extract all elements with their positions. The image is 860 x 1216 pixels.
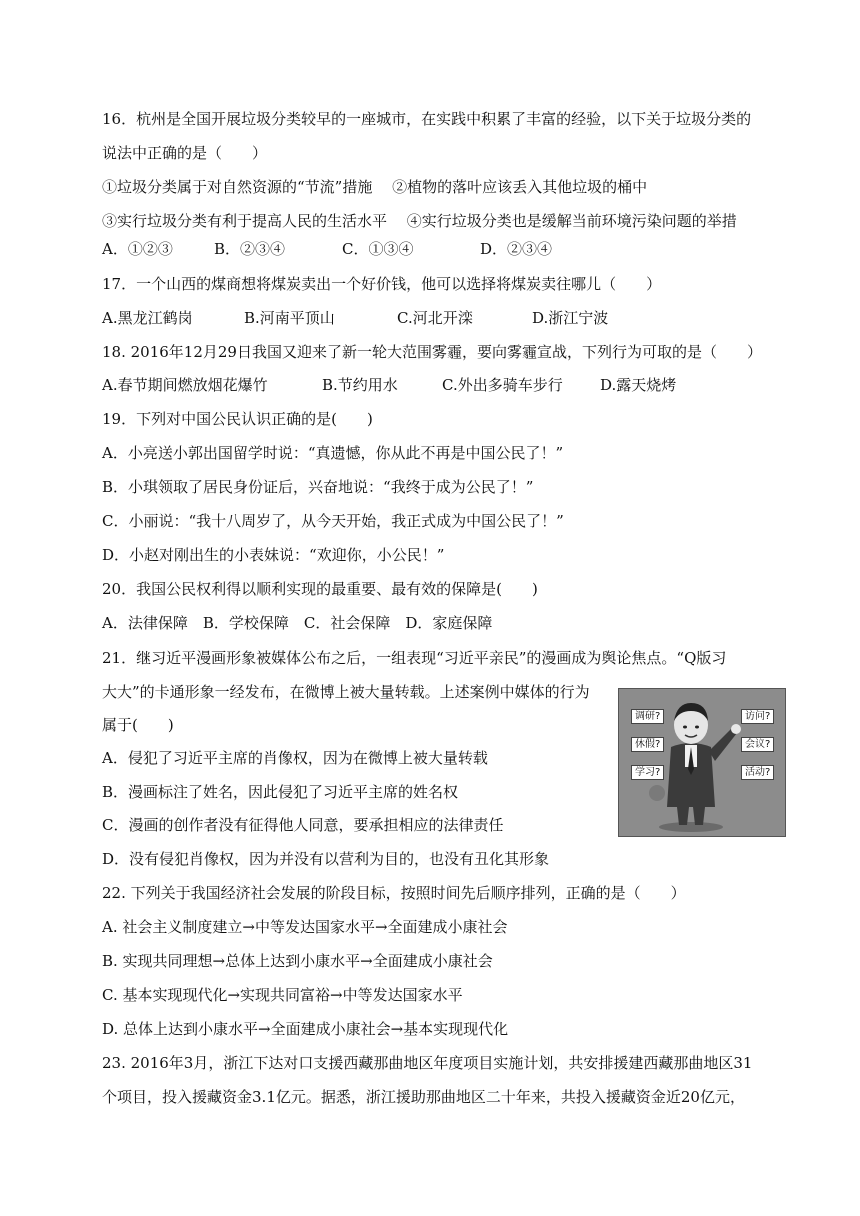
cartoon-tag-meeting: 会议? (741, 737, 774, 752)
q21-option-a: A．侵犯了习近平主席的肖像权，因为在微博上被大量转载 (102, 749, 488, 767)
q17-option-c: C.河北开滦 (397, 309, 473, 327)
q21-option-c: C．漫画的创作者没有征得他人同意，要承担相应的法律责任 (102, 816, 504, 834)
q16-stem-line2: 说法中正确的是（ ） (102, 144, 268, 162)
q18-option-a: A.春节期间燃放烟花爆竹 (102, 376, 268, 394)
q16-stem-line1: 16．杭州是全国开展垃圾分类较早的一座城市，在实践中积累了丰富的经验，以下关于垃圾分类的 (102, 110, 752, 128)
q22-option-a: A. 社会主义制度建立→中等发达国家水平→全面建成小康社会 (102, 918, 508, 936)
q17-option-b: B.河南平顶山 (244, 309, 335, 327)
q21-stem-line2: 大大”的卡通形象一经发布，在微博上被大量转载。上述案例中媒体的行为 (102, 683, 590, 701)
q19-option-a: A．小亮送小郭出国留学时说：“真遗憾，你从此不再是中国公民了！” (102, 444, 564, 462)
q18-option-d: D.露天烧烤 (600, 376, 677, 394)
q23-stem-line1: 23. 2016年3月，浙江下达对口支援西藏那曲地区年度项目实施计划，共安排援建西藏那曲地区31 (102, 1054, 753, 1072)
q17-option-a: A.黑龙江鹤岗 (102, 309, 193, 327)
cartoon-tag-visit: 访问? (741, 709, 774, 724)
q18-stem: 18. 2016年12月29日我国又迎来了新一轮大范围雾霾，要向雾霾宣战，下列行为可取的是（ ） (102, 343, 762, 361)
q17-stem: 17．一个山西的煤商想将煤炭卖出一个好价钱，他可以选择将煤炭卖往哪儿（ ） (102, 275, 662, 293)
q19-option-c: C．小丽说：“我十八周岁了，从今天开始，我正式成为中国公民了！” (102, 512, 564, 530)
q21-stem-line3: 属于( ) (102, 716, 174, 734)
q16-option-b: B．②③④ (214, 240, 286, 258)
q21-stem-line1: 21．继习近平漫画形象被媒体公布之后，一组表现“习近平亲民”的漫画成为舆论焦点。“Q版习 (102, 649, 727, 667)
q16-item-line1: ①垃圾分类属于对自然资源的“节流”措施 ②植物的落叶应该丢入其他垃圾的桶中 (102, 178, 648, 196)
q22-stem: 22. 下列关于我国经济社会发展的阶段目标，按照时间先后顺序排列，正确的是（ ） (102, 884, 686, 902)
q16-option-a: A．①②③ (102, 240, 173, 258)
cartoon-tag-activity: 活动? (741, 765, 774, 780)
q22-option-b: B. 实现共同理想→总体上达到小康水平→全面建成小康社会 (102, 952, 493, 970)
q22-option-c: C. 基本实现现代化→实现共同富裕→中等发达国家水平 (102, 986, 463, 1004)
q19-option-d: D．小赵对刚出生的小表妹说：“欢迎你，小公民！” (102, 546, 445, 564)
cartoon-image (618, 688, 786, 837)
q22-option-d: D. 总体上达到小康水平→全面建成小康社会→基本实现现代化 (102, 1020, 509, 1038)
q19-option-b: B．小琪领取了居民身份证后，兴奋地说：“我终于成为公民了！” (102, 478, 534, 496)
q21-option-d: D．没有侵犯肖像权，因为并没有以营利为目的，也没有丑化其形象 (102, 850, 550, 868)
q16-option-c: C．①③④ (342, 240, 414, 258)
q20-stem: 20．我国公民权利得以顺利实现的最重要、最有效的保障是( ) (102, 580, 538, 598)
q16-option-d: D．②③④ (480, 240, 553, 258)
q17-option-d: D.浙江宁波 (532, 309, 609, 327)
q23-stem-line2: 个项目，投入援藏资金3.1亿元。据悉，浙江援助那曲地区二十年来，共投入援藏资金近20亿元， (102, 1088, 745, 1106)
cartoon-tag-vacation: 休假? (631, 737, 664, 752)
q16-item-line2: ③实行垃圾分类有利于提高人民的生活水平 ④实行垃圾分类也是缓解当前环境污染问题的举措 (102, 212, 737, 230)
q21-option-b: B．漫画标注了姓名，因此侵犯了习近平主席的姓名权 (102, 783, 459, 801)
q19-stem: 19．下列对中国公民认识正确的是( ) (102, 410, 373, 428)
cartoon-tag-study: 学习? (631, 765, 664, 780)
q18-option-b: B.节约用水 (322, 376, 398, 394)
cartoon-tag-research: 调研? (631, 709, 664, 724)
q20-options: A．法律保障 B．学校保障 C．社会保障 D．家庭保障 (102, 614, 493, 632)
q18-option-c: C.外出多骑车步行 (442, 376, 563, 394)
